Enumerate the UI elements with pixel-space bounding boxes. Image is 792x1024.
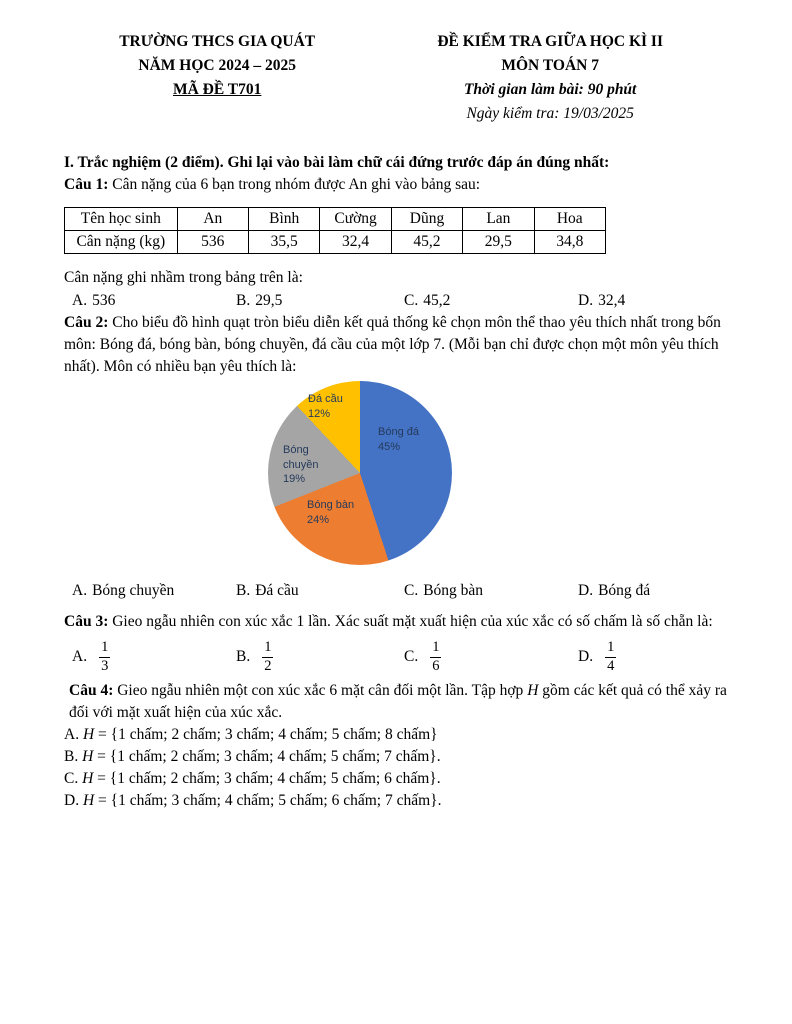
table-cell: 32,4 [320,231,391,254]
question-2-intro [64,312,730,378]
option-key: C. [404,648,419,666]
exam-date: Ngày kiểm tra: 19/03/2025 [466,105,634,122]
slice-name: Đá cầu [308,393,343,405]
pie-label-bong-ban [307,498,369,527]
pie-chart-area [64,381,730,571]
exam-subject: MÔN TOÁN 7 [501,57,599,74]
question-4-intro [64,680,730,724]
question-2-label: Câu 2: [64,314,109,331]
option-key: D. [578,582,594,599]
option-set: = {1 chấm; 2 chấm; 3 chấm; 4 chấm; 5 chấm; 6 chấm}. [97,770,441,788]
option-text: 536 [92,292,116,309]
q2-option-c [404,580,578,602]
table-cell: Hoa [534,208,605,231]
question-3-intro [64,611,730,633]
option-key: A. [72,582,88,599]
option-text: 32,4 [598,292,626,309]
option-key: C. [404,292,419,309]
q2-option-d [578,580,730,602]
q4-option-b [64,746,730,768]
q2-options-row [64,580,730,602]
slice-percent: 45% [378,440,401,453]
fraction-denominator: 4 [607,657,615,674]
exam-title: ĐỀ KIỂM TRA GIỮA HỌC KÌ II [437,33,663,50]
school-name: TRƯỜNG THCS GIA QUÁT [119,33,316,50]
table-cell: 35,5 [249,231,320,254]
table-cell: 29,5 [463,231,534,254]
q2-option-a [72,580,236,602]
option-key: C. [64,770,79,788]
school-info-block [64,30,370,126]
fraction-numerator: 1 [430,639,441,658]
table-row-names [65,208,606,231]
fraction-numerator: 1 [605,639,616,658]
table-cell: Cân nặng (kg) [65,231,178,254]
q3-option-c [404,639,578,675]
document-header [64,30,730,126]
question-3-label: Câu 3: [64,613,109,630]
q1-option-b [236,290,404,312]
table-cell: Lan [463,208,534,231]
fraction [262,639,273,675]
option-text: 29,5 [255,292,283,309]
option-key: C. [404,582,419,599]
slice-percent: 24% [307,513,330,526]
q3-option-b [236,639,404,675]
fraction [605,639,616,675]
table-cell: 536 [177,231,248,254]
set-variable: H [82,748,94,766]
table-cell: Tên học sinh [65,208,178,231]
slice-name: Bóng đá [378,426,419,438]
table-cell: Bình [249,208,320,231]
q1-option-d [578,290,730,312]
q1-option-c [404,290,578,312]
fraction-numerator: 1 [99,639,110,658]
q2-option-b [236,580,404,602]
table-cell: 34,8 [534,231,605,254]
q1-options-row [64,290,730,312]
table-cell: 45,2 [391,231,462,254]
question-1-question: Cân nặng ghi nhầm trong bảng trên là: [64,269,303,286]
fraction-denominator: 2 [264,657,272,674]
option-text: Đá cầu [255,582,299,599]
set-variable: H [82,726,95,744]
question-4-text-part1: Gieo ngẫu nhiên một con xúc xắc 6 mặt cân đối một lần. Tập hợp [117,682,528,700]
table-cell: Dũng [391,208,462,231]
option-text: Bóng bàn [423,582,484,599]
option-key: D. [578,648,594,666]
option-key: D. [578,292,594,309]
fraction-denominator: 6 [432,657,440,674]
q1-data-table [64,207,606,254]
q1-option-a [72,290,236,312]
set-variable: H [527,682,539,700]
option-key: B. [64,748,79,766]
pie-label-da-cau [308,392,356,421]
slice-name: Bóng chuyền [283,444,319,471]
slice-percent: 12% [308,407,331,420]
q3-options-row [64,639,730,675]
table-row-weights [65,231,606,254]
option-text: Bóng chuyền [92,582,175,599]
q3-option-a [72,639,236,675]
question-4-text-part2: gồm các kết quả có thể xảy ra đối với mặt xuất hiện của xúc xắc. [69,682,727,722]
exam-duration: Thời gian làm bài: 90 phút [463,81,637,98]
exam-info-block [370,30,730,126]
fraction-denominator: 3 [101,657,109,674]
option-key: A. [64,726,80,744]
option-set: = {1 chấm; 2 chấm; 3 chấm; 4 chấm; 5 chấm; 8 chấm} [98,726,438,744]
option-key: B. [236,648,251,666]
option-set: = {1 chấm; 3 chấm; 4 chấm; 5 chấm; 6 chấm; 7 chấm}. [98,792,442,810]
option-text: Bóng đá [598,582,651,599]
q4-option-d [64,790,730,812]
option-key: A. [72,648,88,666]
set-variable: H [82,792,95,810]
table-cell: An [177,208,248,231]
slice-percent: 19% [283,473,306,486]
option-key: B. [236,292,251,309]
q4-option-a [64,724,730,746]
pie-label-bong-chuyen [283,443,333,487]
q4-option-c [64,768,730,790]
pie-label-bong-da [378,425,438,454]
question-3-text: Gieo ngẫu nhiên con xúc xắc 1 lần. Xác suất mặt xuất hiện của xúc xắc có số chấm là số chẵn là: [112,613,713,630]
question-1-label: Câu 1: [64,176,109,193]
question-1-text: Cân nặng của 6 bạn trong nhóm được An ghi vào bảng sau: [112,176,481,193]
fraction-numerator: 1 [262,639,273,658]
option-text: 45,2 [423,292,451,309]
question-2-text: Cho biểu đồ hình quạt tròn biểu diễn kết quả thống kê chọn môn thể thao yêu thích nhất trong bốn môn: Bóng đá, bóng bàn, bóng chuyền, đá cầu của một lớp 7. (Mỗi bạn chỉ được chọn một môn yêu thích nhất). Môn có nhiều bạn yêu thích là: [64,314,721,375]
option-key: B. [236,582,251,599]
option-key: D. [64,792,80,810]
question-4-label: Câu 4: [69,682,114,700]
option-key: A. [72,292,88,309]
exam-code: MÃ ĐỀ T701 [172,81,262,98]
section-1-heading: I. Trắc nghiệm (2 điểm). Ghi lại vào bài làm chữ cái đứng trước đáp án đúng nhất: [64,154,610,171]
school-year: NĂM HỌC 2024 – 2025 [138,57,296,74]
slice-name: Bóng bàn [307,499,355,511]
set-variable: H [82,770,94,788]
fraction [99,639,110,675]
option-set: = {1 chấm; 2 chấm; 3 chấm; 4 chấm; 5 chấm; 7 chấm}. [97,748,441,766]
table-cell: Cường [320,208,391,231]
q3-option-d [578,639,730,675]
question-1-intro [64,174,730,196]
fraction [430,639,441,675]
